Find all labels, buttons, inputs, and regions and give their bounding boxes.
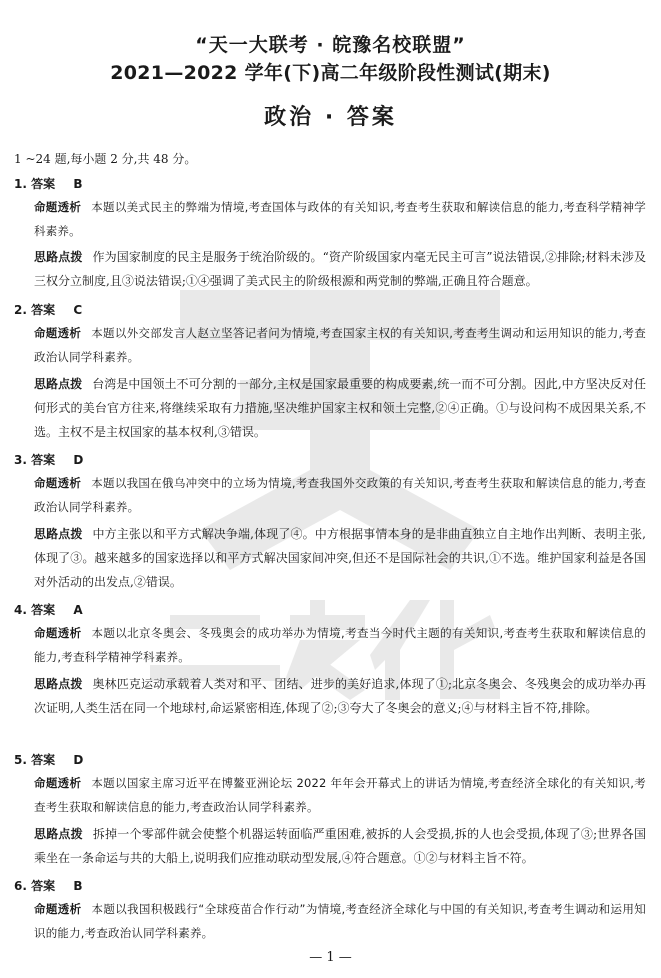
analysis-text: 本题以我国积极践行“全球疫苗合作行动”为情境,考查经济全球化与中国的有关知识,考查考生调动和运用知识的能力,考查政治认同学科素养。 bbox=[34, 902, 646, 940]
question-number: 4. bbox=[14, 603, 27, 617]
answer-label: 答案 bbox=[31, 753, 56, 767]
question-3-hint bbox=[34, 522, 646, 594]
question-number: 3. bbox=[14, 453, 27, 467]
answer-label: 答案 bbox=[31, 603, 56, 617]
answer-label: 答案 bbox=[31, 303, 56, 317]
question-number: 6. bbox=[14, 879, 27, 893]
hint-text: 台湾是中国领土不可分割的一部分,主权是国家最重要的构成要素,统一而不可分割。因此,中方坚决反对任何形式的美台官方往来,将继续采取有力措施,坚决维护国家主权和领土完整,②④正确。①与设问构不成因果关系,不选。主权不是主权国家的基本权利,③错误。 bbox=[34, 377, 646, 439]
answer-value: B bbox=[73, 879, 83, 893]
analysis-label: 命题透析 bbox=[34, 902, 82, 916]
answer-value: A bbox=[73, 603, 83, 617]
hint-text: 中方主张以和平方式解决争端,体现了④。中方根据事情本身的是非曲直独立自主地作出判断、表明主张,体现了③。越来越多的国家选择以和平方式解决国家间冲突,但还不是国际社会的共识,①不选。维护国家利益是各国对外活动的出发点,②错误。 bbox=[34, 527, 646, 589]
analysis-label: 命题透析 bbox=[34, 776, 82, 790]
hint-label: 思路点拨 bbox=[34, 377, 83, 391]
question-4-answer-line bbox=[14, 601, 83, 618]
question-3-answer-line bbox=[14, 451, 83, 468]
analysis-text: 本题以外交部发言人赵立坚答记者问为情境,考查国家主权的有关知识,考查考生调动和运用知识的能力,考查政治认同学科素养。 bbox=[34, 326, 646, 364]
question-4-analysis bbox=[34, 621, 646, 669]
question-number: 2. bbox=[14, 303, 27, 317]
question-2-answer-line bbox=[14, 301, 82, 318]
answer-value: C bbox=[73, 303, 83, 317]
hint-label: 思路点拨 bbox=[34, 677, 83, 691]
answer-label: 答案 bbox=[31, 879, 56, 893]
answer-value: B bbox=[73, 177, 83, 191]
subject-title: 政治 · 答案 bbox=[264, 105, 397, 130]
hint-text: 作为国家制度的民主是服务于统治阶级的。“资产阶级国家内毫无民主可言”说法错误,②排除;材料未涉及三权分立制度,且③说法错误;①④强调了美式民主的阶级根源和两党制的弊端,正确且符合题意。 bbox=[34, 250, 646, 288]
question-number: 1. bbox=[14, 177, 27, 191]
exam-session-title: 2021—2022 学年(下)高二年级阶段性测试(期末) bbox=[110, 62, 551, 84]
question-number: 5. bbox=[14, 753, 27, 767]
question-1-analysis bbox=[34, 195, 646, 243]
hint-label: 思路点拨 bbox=[34, 250, 83, 264]
section-intro: 1 ~24 题,每小题 2 分,共 48 分。 bbox=[14, 152, 197, 166]
answer-label: 答案 bbox=[31, 177, 56, 191]
answer-value: D bbox=[73, 753, 84, 767]
hint-label: 思路点拨 bbox=[34, 827, 83, 841]
question-1-hint bbox=[34, 245, 646, 293]
question-1-answer-line bbox=[14, 175, 82, 192]
exam-alliance-title: “天一大联考 · 皖豫名校联盟” bbox=[195, 34, 466, 56]
question-4-hint bbox=[34, 672, 646, 720]
question-2-analysis bbox=[34, 321, 646, 369]
analysis-text: 本题以我国在俄乌冲突中的立场为情境,考查我国外交政策的有关知识,考查考生获取和解读信息的能力,考查政治认同学科素养。 bbox=[34, 476, 646, 514]
analysis-label: 命题透析 bbox=[34, 326, 82, 340]
analysis-label: 命题透析 bbox=[34, 200, 82, 214]
question-6-analysis bbox=[34, 897, 646, 945]
question-5-hint bbox=[34, 822, 646, 870]
analysis-label: 命题透析 bbox=[34, 626, 82, 640]
analysis-text: 本题以国家主席习近平在博鳌亚洲论坛 2022 年年会开幕式上的讲话为情境,考查经济全球化的有关知识,考查考生获取和解读信息的能力,考查政治认同学科素养。 bbox=[34, 776, 646, 814]
question-3-analysis bbox=[34, 471, 646, 519]
analysis-label: 命题透析 bbox=[34, 476, 82, 490]
question-5-analysis bbox=[34, 771, 646, 819]
hint-text: 拆掉一个零部件就会使整个机器运转面临严重困难,被拆的人会受损,拆的人也会受损,体现了③;世界各国乘坐在一条命运与共的大船上,说明我们应推动联动型发展,④符合题意。①②与材料主旨不符。 bbox=[34, 827, 646, 865]
analysis-text: 本题以北京冬奥会、冬残奥会的成功举办为情境,考查当今时代主题的有关知识,考查考生获取和解读信息的能力,考查科学精神学科素养。 bbox=[34, 626, 646, 664]
answer-value: D bbox=[73, 453, 84, 467]
hint-label: 思路点拨 bbox=[34, 527, 83, 541]
question-5-answer-line bbox=[14, 751, 83, 768]
question-2-hint bbox=[34, 372, 646, 444]
answer-label: 答案 bbox=[31, 453, 56, 467]
question-6-answer-line bbox=[14, 877, 82, 894]
page-number: — 1 — bbox=[309, 950, 352, 965]
analysis-text: 本题以美式民主的弊端为情境,考查国体与政体的有关知识,考查考生获取和解读信息的能力,考查科学精神学科素养。 bbox=[34, 200, 646, 238]
hint-text: 奥林匹克运动承载着人类对和平、团结、进步的美好追求,体现了①;北京冬奥会、冬残奥会的成功举办再次证明,人类生活在同一个地球村,命运紧密相连,体现了②;③夸大了冬奥会的意义;④与材料主旨不符,排除。 bbox=[34, 677, 646, 715]
